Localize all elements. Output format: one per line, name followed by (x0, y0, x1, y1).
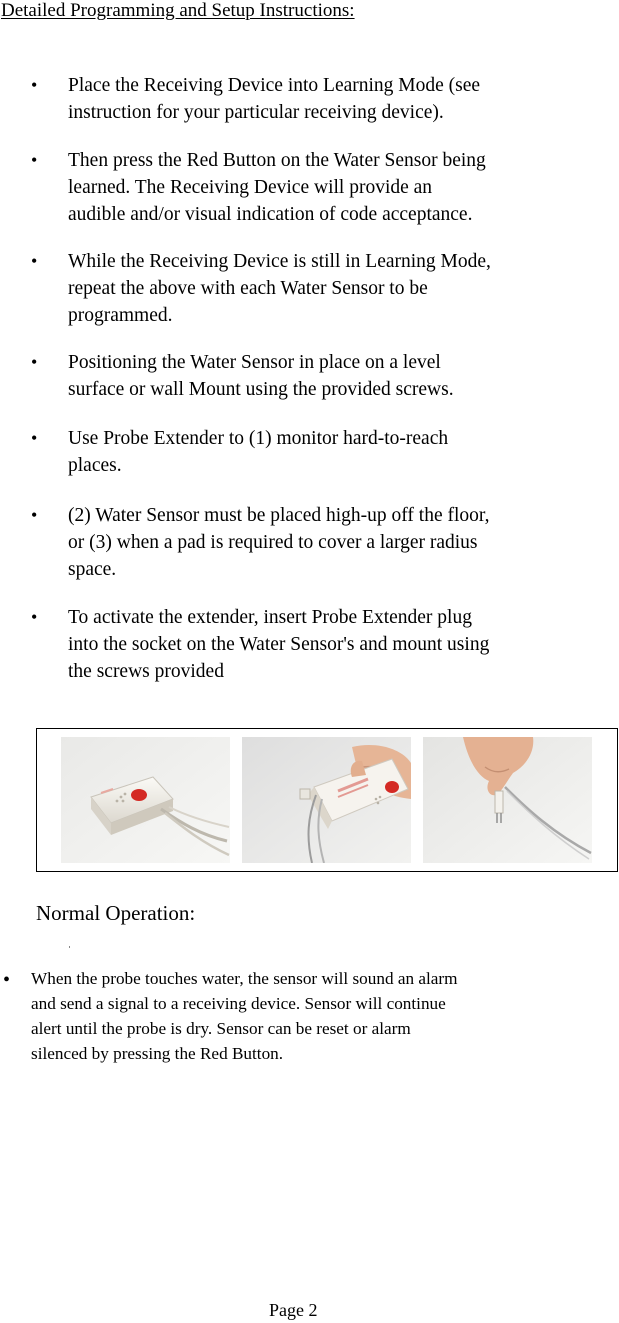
hand-holding-sensor-photo (242, 737, 411, 863)
bullet-icon: • (31, 352, 38, 372)
bullet-icon: • (31, 150, 38, 170)
probe-extender-image (423, 737, 592, 863)
normal-operation-text: When the probe touches water, the sensor will sound an alarm and send a signal to a receiving device. Sensor will continue alert until the probe is dry. Sensor can be reset or alarm silenced by pressing the Red Button. (31, 969, 458, 1063)
bullet-icon: • (31, 607, 38, 627)
sensor-on-table-photo (61, 737, 230, 863)
bullet-icon: • (31, 428, 38, 448)
page-number: Page 2 (269, 1300, 318, 1320)
instruction-text: Use Probe Extender to (1) monitor hard-to-reach places. (68, 428, 449, 476)
instruction-text: To activate the extender, insert Probe Extender plug into the socket on the Water Sensor's and mount using the screws provided (68, 607, 490, 682)
instruction-text: Positioning the Water Sensor in place on a level surface or wall Mount using the provided screws. (68, 352, 454, 400)
instruction-text: While the Receiving Device is still in Learning Mode, repeat the above with each Water Sensor to be programmed. (68, 251, 491, 326)
probe-extender-photo (423, 737, 592, 863)
instruction-text: Place the Receiving Device into Learning Mode (see instruction for your particular receiving device). (68, 75, 481, 123)
bullet-icon: • (3, 969, 11, 991)
hand-holding-sensor-image (242, 737, 411, 863)
scan-speck (69, 946, 70, 948)
bullet-icon: • (31, 75, 38, 95)
product-photo-strip (36, 728, 618, 872)
instruction-text: (2) Water Sensor must be placed high-up off the floor, or (3) when a pad is required to cover a larger radius space. (68, 505, 490, 580)
bullet-icon: • (31, 251, 38, 271)
sensor-on-table-image (61, 737, 230, 863)
instruction-text: Then press the Red Button on the Water Sensor being learned. The Receiving Device will provide an audible and/or visual indication of code acceptance. (68, 150, 486, 225)
normal-operation-heading: Normal Operation: (36, 901, 196, 925)
page-heading: Detailed Programming and Setup Instructions: (1, 0, 355, 21)
bullet-icon: • (31, 505, 38, 525)
